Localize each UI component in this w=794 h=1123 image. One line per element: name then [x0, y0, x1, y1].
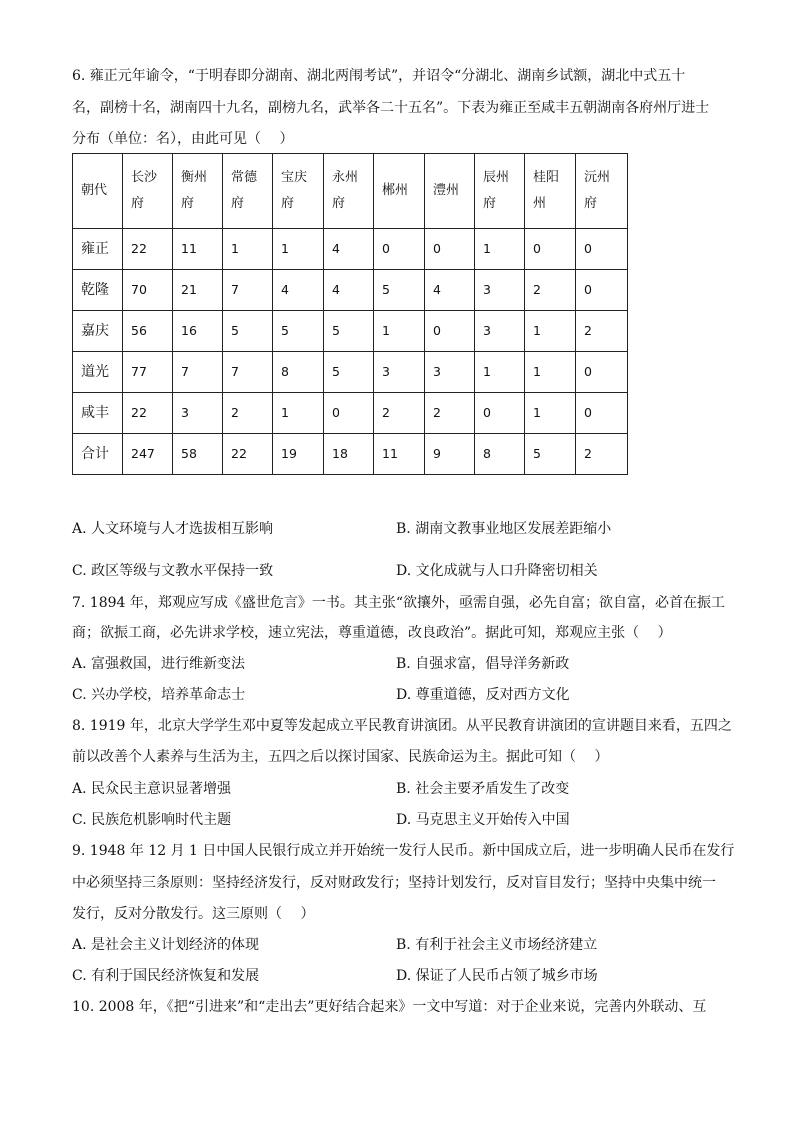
table-cell: 11 [374, 434, 425, 475]
table-cell: 1 [273, 229, 324, 270]
table-cell: 0 [324, 393, 374, 434]
table-cell: 2 [425, 393, 475, 434]
q8-option-c: C. 民族危机影响时代主题 [72, 812, 232, 828]
table-cell: 16 [173, 311, 223, 352]
q8-option-a: A. 民众民主意识显著增强 [72, 781, 232, 797]
header-cell: 常德府 [223, 154, 273, 229]
q6-option-a: A. 人文环境与人才选拔相互影响 [72, 521, 274, 537]
table-cell: 70 [123, 270, 173, 311]
table-cell: 22 [123, 393, 173, 434]
q8-option-d: D. 马克思主义开始传入中国 [396, 812, 570, 828]
table-cell: 3 [173, 393, 223, 434]
table-cell: 2 [374, 393, 425, 434]
table-cell: 1 [475, 352, 525, 393]
table-cell: 3 [475, 311, 525, 352]
table-cell: 77 [123, 352, 173, 393]
q9-option-d: D. 保证了人民币占领了城乡市场 [396, 968, 598, 984]
table-cell: 9 [425, 434, 475, 475]
header-cell: 辰州府 [475, 154, 525, 229]
table-row [73, 352, 628, 393]
q8-stem-line-2: 前以改善个人素养与生活为主，五四之后以探讨国家、民族命运为主。据此可知（ ） [72, 749, 609, 765]
table-cell: 5 [324, 311, 374, 352]
table-cell: 2 [576, 311, 628, 352]
table-cell: 7 [223, 352, 273, 393]
table-cell: 1 [475, 229, 525, 270]
table-cell: 19 [273, 434, 324, 475]
header-cell: 澧州 [425, 154, 475, 229]
header-cell: 衡州府 [173, 154, 223, 229]
table-cell: 0 [576, 352, 628, 393]
q9-stem-line-3: 发行，反对分散发行。这三原则（ ） [72, 906, 315, 922]
q6-option-c: C. 政区等级与文教水平保持一致 [72, 563, 274, 579]
table-cell: 22 [223, 434, 273, 475]
q7-option-d: D. 尊重道德，反对西方文化 [396, 687, 570, 703]
table-cell: 0 [374, 229, 425, 270]
table-cell: 21 [173, 270, 223, 311]
q6-option-b: B. 湖南文教事业地区发展差距缩小 [396, 521, 612, 537]
table-cell: 3 [374, 352, 425, 393]
table-row [73, 270, 628, 311]
table-row [73, 393, 628, 434]
q9-option-a: A. 是社会主义计划经济的体现 [72, 937, 260, 953]
table-row [73, 229, 628, 270]
table-cell: 4 [324, 229, 374, 270]
table-cell: 4 [324, 270, 374, 311]
q8-option-b: B. 社会主要矛盾发生了改变 [396, 781, 570, 797]
row-label: 道光 [73, 352, 123, 393]
table-cell: 5 [374, 270, 425, 311]
row-label: 雍正 [73, 229, 123, 270]
q9-stem-line-2: 中必须坚持三条原则：坚持经济发行，反对财政发行；坚持计划发行，反对盲目发行；坚持中央集中统一 [72, 875, 716, 891]
q8-stem-line-1: 8. 1919 年，北京大学学生邓中夏等发起成立平民教育讲演团。从平民教育讲演团的宣讲题目来看，五四之 [72, 718, 732, 734]
table-cell: 1 [525, 393, 576, 434]
table-cell: 1 [223, 229, 273, 270]
q6-option-d: D. 文化成就与人口升降密切相关 [396, 563, 598, 579]
table-cell: 2 [223, 393, 273, 434]
table-cell: 8 [273, 352, 324, 393]
q9-option-c: C. 有利于国民经济恢复和发展 [72, 968, 260, 984]
table-cell: 1 [525, 311, 576, 352]
table-cell: 2 [525, 270, 576, 311]
table-cell: 4 [425, 270, 475, 311]
table-cell: 5 [273, 311, 324, 352]
q10-stem-line-1: 10. 2008 年，《把“引进来”和“走出去”更好结合起来》一文中写道：对于企业来说，完善内外联动、互 [72, 999, 707, 1015]
table-cell: 3 [425, 352, 475, 393]
q7-option-a: A. 富强救国，进行维新变法 [72, 656, 246, 672]
row-label: 合计 [73, 434, 123, 475]
table-cell: 7 [223, 270, 273, 311]
table-cell: 58 [173, 434, 223, 475]
table-cell: 4 [273, 270, 324, 311]
table-cell: 2 [576, 434, 628, 475]
header-cell: 朝代 [73, 154, 123, 229]
q7-stem-line-2: 商；欲振工商，必先讲求学校，速立宪法，尊重道德，改良政治”。据此可知，郑观应主张（ ） [72, 625, 672, 641]
table-cell: 0 [576, 229, 628, 270]
table-cell: 1 [273, 393, 324, 434]
table-cell: 7 [173, 352, 223, 393]
header-cell: 沅州府 [576, 154, 628, 229]
table-row [73, 311, 628, 352]
table-cell: 1 [525, 352, 576, 393]
table-cell: 0 [576, 270, 628, 311]
q6-stem-line-2: 名，副榜十名，湖南四十九名，副榜九名，武举各二十五名”。下表为雍正至咸丰五朝湖南各府州厅进士 [72, 100, 710, 116]
q9-option-b: B. 有利于社会主义市场经济建立 [396, 937, 598, 953]
header-cell: 宝庆府 [273, 154, 324, 229]
q6-stem-line-1: 6. 雍正元年谕令，“于明春即分湖南、湖北两闱考试”，并诏令“分湖北、湖南乡试额，湖北中式五十 [72, 68, 686, 84]
table-cell: 8 [475, 434, 525, 475]
q9-stem-line-1: 9. 1948 年 12 月 1 日中国人民银行成立并开始统一发行人民币。新中国成立后，进一步明确人民币在发行 [72, 843, 735, 859]
row-label: 嘉庆 [73, 311, 123, 352]
table-cell: 0 [475, 393, 525, 434]
table-cell: 5 [324, 352, 374, 393]
row-label: 乾隆 [73, 270, 123, 311]
table-cell: 18 [324, 434, 374, 475]
table-cell: 3 [475, 270, 525, 311]
table-cell: 0 [576, 393, 628, 434]
table-cell: 5 [223, 311, 273, 352]
q7-option-c: C. 兴办学校，培养革命志士 [72, 687, 246, 703]
table-cell: 0 [425, 229, 475, 270]
table-cell: 0 [425, 311, 475, 352]
table-row [73, 434, 628, 475]
header-cell: 永州府 [324, 154, 374, 229]
q7-option-b: B. 自强求富，倡导洋务新政 [396, 656, 570, 672]
jinshi-distribution-table [72, 153, 628, 475]
table-cell: 22 [123, 229, 173, 270]
table-cell: 1 [374, 311, 425, 352]
header-cell: 郴州 [374, 154, 425, 229]
table-cell: 247 [123, 434, 173, 475]
table-header-row [73, 154, 628, 229]
table-cell: 56 [123, 311, 173, 352]
table-cell: 0 [525, 229, 576, 270]
q6-stem-line-3: 分布（单位：名），由此可见（ ） [72, 131, 294, 147]
table-cell: 11 [173, 229, 223, 270]
header-cell: 长沙府 [123, 154, 173, 229]
header-cell: 桂阳州 [525, 154, 576, 229]
row-label: 咸丰 [73, 393, 123, 434]
table-cell: 5 [525, 434, 576, 475]
q7-stem-line-1: 7. 1894 年，郑观应写成《盛世危言》一书。其主张“欲攘外，亟需自强，必先自富；欲自富，必首在振工 [72, 595, 726, 611]
